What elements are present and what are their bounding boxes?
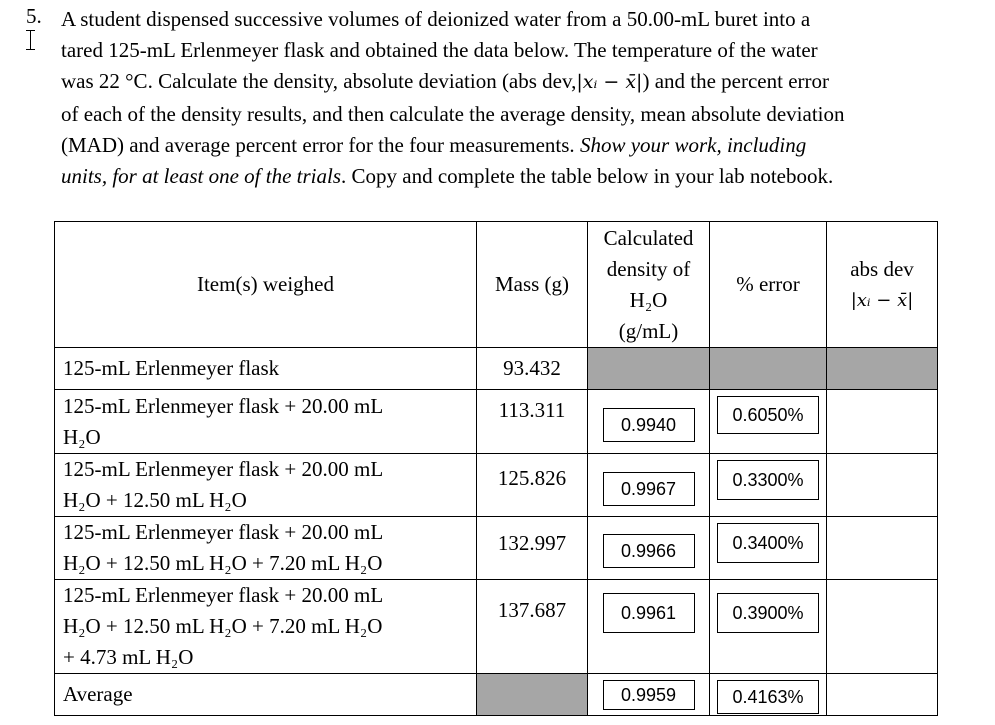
question-prompt [61, 4, 961, 192]
header-absdev [827, 222, 938, 348]
mass-cell: 132.997 [477, 517, 588, 580]
error-answer-box[interactable]: 0.3300% [717, 460, 819, 500]
density-cell [588, 454, 710, 517]
table-row [55, 580, 938, 674]
mass-cell: 125.826 [477, 454, 588, 517]
item-line: H₂O + 12.50 mL H₂O + 7.20 mL H₂O [63, 614, 383, 638]
absdev-cell[interactable] [827, 454, 938, 517]
mass-cell: 137.687 [477, 580, 588, 674]
density-cell [588, 517, 710, 580]
prompt-line-3a: was 22 °C. Calculate the density, absolute deviation (abs dev, [61, 69, 577, 94]
header-density [588, 222, 710, 348]
error-answer-box[interactable]: 0.3400% [717, 523, 819, 563]
prompt-line-2: tared 125-mL Erlenmeyer flask and obtained the data below. The temperature of the water [61, 38, 818, 63]
error-cell-empty [710, 348, 827, 390]
absdev-cell[interactable] [827, 580, 938, 674]
average-density-cell [588, 674, 710, 716]
density-cell [588, 390, 710, 454]
data-table [54, 221, 938, 716]
prompt-line-1: A student dispensed successive volumes of deionized water from a 50.00-mL buret into a [61, 7, 811, 31]
header-density-line: H₂O [629, 287, 668, 312]
header-density-line: (g/mL) [618, 318, 679, 343]
mass-cell: 113.311 [477, 390, 588, 454]
header-absdev-line: abs dev [850, 256, 914, 281]
error-cell [710, 454, 827, 517]
error-answer-box[interactable]: 0.6050% [717, 396, 819, 434]
mass-cell-empty [477, 674, 588, 716]
average-label: Average [55, 674, 477, 716]
error-cell [710, 390, 827, 454]
header-error: % error [710, 222, 827, 348]
item-line: H₂O + 12.50 mL H₂O [63, 488, 247, 512]
item-line: H₂O + 12.50 mL H₂O + 7.20 mL H₂O [63, 551, 383, 575]
item-line: 125-mL Erlenmeyer flask [63, 356, 280, 380]
table-row [55, 390, 938, 454]
density-cell-empty [588, 348, 710, 390]
item-cell [55, 517, 477, 580]
mass-cell: 93.432 [477, 348, 588, 390]
density-answer-box[interactable]: 0.9966 [603, 534, 695, 568]
item-line: 125-mL Erlenmeyer flask + 20.00 mL [63, 393, 384, 418]
item-line: + 4.73 mL H₂O [63, 645, 194, 669]
header-mass: Mass (g) [477, 222, 588, 348]
prompt-line-3 [61, 66, 961, 98]
prompt-line-6b: . Copy and complete the table below in your lab notebook. [341, 164, 834, 189]
text-cursor-icon [30, 30, 31, 50]
density-cell [588, 580, 710, 674]
item-line: 125-mL Erlenmeyer flask + 20.00 mL [63, 520, 384, 544]
absdev-cell-empty [827, 348, 938, 390]
header-item: Item(s) weighed [55, 222, 477, 348]
header-density-line: density of [606, 256, 691, 281]
item-cell [55, 454, 477, 517]
prompt-line-5a: (MAD) and average percent error for the four measurements. [61, 132, 580, 157]
header-density-line: Calculated [603, 225, 694, 250]
prompt-line-4: of each of the density results, and then calculate the average density, mean absolute deviation [61, 101, 845, 126]
average-error-box[interactable]: 0.4163% [717, 680, 819, 714]
header-absdev-formula: |xᵢ − x̄| [850, 289, 914, 311]
table-row [55, 454, 938, 517]
prompt-line-5 [61, 130, 961, 161]
prompt-line-6 [61, 161, 961, 192]
abs-dev-formula: |xᵢ − x̄| [576, 71, 643, 94]
table-row [55, 517, 938, 580]
prompt-emphasis-2: units, for at least one of the trials [61, 164, 342, 189]
prompt-line-3b: ) and the percent error [642, 69, 830, 94]
density-answer-box[interactable]: 0.9961 [603, 593, 695, 633]
error-cell [710, 580, 827, 674]
average-row [55, 674, 938, 716]
average-error-cell [710, 674, 827, 716]
table-row [55, 348, 938, 390]
table-header-row [55, 222, 938, 348]
absdev-cell[interactable] [827, 517, 938, 580]
density-answer-box[interactable]: 0.9967 [603, 472, 695, 506]
item-line: 125-mL Erlenmeyer flask + 20.00 mL [63, 583, 384, 607]
item-cell [55, 390, 477, 454]
item-line: 125-mL Erlenmeyer flask + 20.00 mL [63, 457, 384, 481]
question-number: 5. [26, 4, 42, 28]
average-absdev-cell[interactable] [827, 674, 938, 716]
density-answer-box[interactable]: 0.9940 [603, 408, 695, 442]
prompt-emphasis-1: Show your work, including [579, 132, 807, 157]
item-cell [55, 348, 477, 390]
error-cell [710, 517, 827, 580]
item-cell [55, 580, 477, 674]
absdev-cell[interactable] [827, 390, 938, 454]
item-line: H₂O [63, 424, 101, 449]
error-answer-box[interactable]: 0.3900% [717, 593, 819, 633]
average-density-box[interactable]: 0.9959 [603, 680, 695, 710]
